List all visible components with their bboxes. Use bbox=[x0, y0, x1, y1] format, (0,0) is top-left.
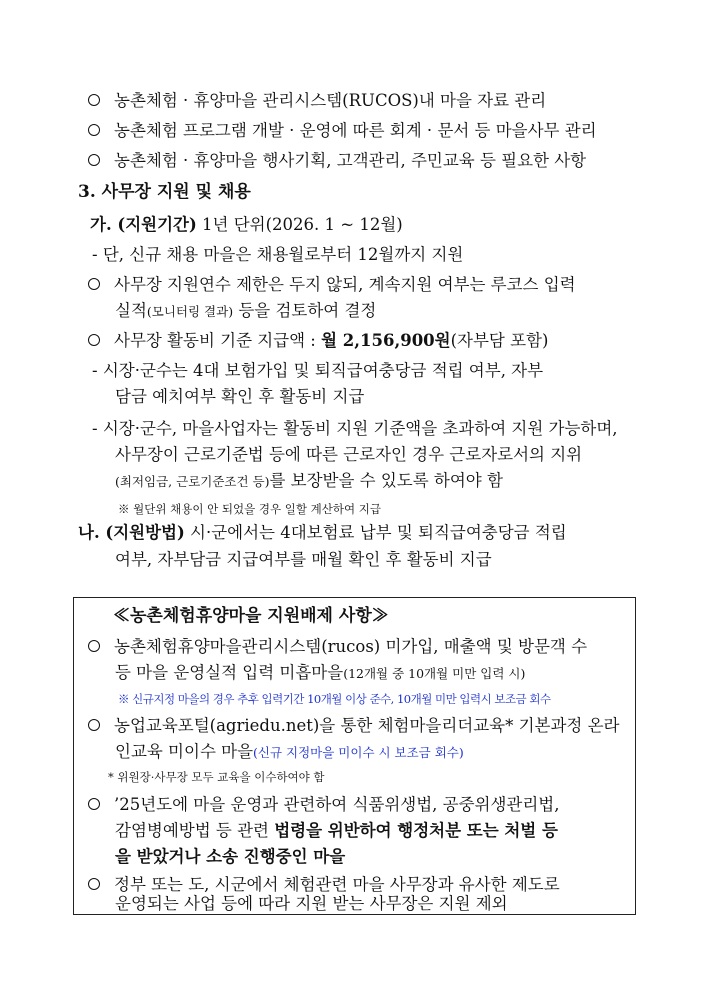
box-bullet-continuation: 감염병예방법 등 관련 법령을 위반하여 행정처분 또는 처벌 등 bbox=[115, 821, 558, 840]
circle-bullet-icon bbox=[88, 278, 100, 290]
dash-item: - 시장·군수는 4대 보험가입 및 퇴직급여충당금 적립 여부, 자부 bbox=[92, 361, 544, 380]
bullet-item: 농촌체험 · 휴양마을 관리시스템(RUCOS)내 마을 자료 관리 bbox=[88, 90, 546, 112]
circle-bullet-icon bbox=[88, 124, 100, 136]
box-note-blue: ※ 신규지정 마을의 경우 추후 입력기간 10개월 이상 준수, 10개월 미만 입력시 보조금 회수 bbox=[118, 692, 551, 706]
circle-bullet-icon bbox=[88, 334, 100, 346]
box-bullet-item: 농업교육포털(agriedu.net)을 통한 체험마을리더교육* 기본과정 온라 bbox=[88, 715, 620, 737]
circle-bullet-icon bbox=[88, 719, 100, 731]
box-title: ≪농촌체험휴양마을 지원배제 사항≫ bbox=[113, 606, 389, 626]
box-bullet-continuation: 을 받았거나 소송 진행중인 마을 bbox=[115, 847, 346, 866]
section-title: 3. 사무장 지원 및 채용 bbox=[78, 182, 251, 202]
box-bullet-continuation: 운영되는 사업 등에 따라 지원 받는 사무장은 지원 제외 bbox=[115, 894, 508, 913]
na-heading: 나. (지원방법) 시·군에서는 4대보험료 납부 및 퇴직급여충당금 적립 bbox=[78, 523, 567, 542]
box-bullet-continuation: 등 마을 운영실적 입력 미흡마을(12개월 중 10개월 미만 입력 시) bbox=[115, 663, 526, 682]
box-bullet-item: ’25년도에 마을 운영과 관련하여 식품위생법, 공중위생관리법, bbox=[88, 794, 560, 816]
na-continuation: 여부, 자부담금 지급여부를 매월 확인 후 활동비 지급 bbox=[115, 550, 492, 569]
box-note: * 위원장·사무장 모두 교육을 이수하여야 함 bbox=[108, 770, 325, 784]
circle-bullet-icon bbox=[88, 154, 100, 166]
bullet-item: 농촌체험 · 휴양마을 행사기획, 고객관리, 주민교육 등 필요한 사항 bbox=[88, 150, 586, 172]
dash-item: - 단, 신규 채용 마을은 채용월로부터 12월까지 지원 bbox=[92, 245, 464, 264]
dash-continuation: 담금 예치여부 확인 후 활동비 지급 bbox=[115, 387, 365, 406]
dash-continuation: (최저임금, 근로기준조건 등)를 보장받을 수 있도록 하여야 함 bbox=[115, 471, 503, 490]
bullet-item: 사무장 지원연수 제한은 두지 않되, 계속지원 여부는 루코스 입력 bbox=[88, 274, 576, 296]
bullet-item: 농촌체험 프로그램 개발 · 운영에 따른 회계 · 문서 등 마을사무 관리 bbox=[88, 120, 597, 142]
dash-item: - 시장·군수, 마을사업자는 활동비 지원 기준액을 초과하여 지원 가능하며, bbox=[92, 419, 618, 438]
box-bullet-item: 정부 또는 도, 시군에서 체험관련 마을 사무장과 유사한 제도로 bbox=[88, 874, 560, 896]
circle-bullet-icon bbox=[88, 878, 100, 890]
bullet-continuation: 실적(모니터링 결과) 등을 검토하여 결정 bbox=[115, 301, 377, 320]
circle-bullet-icon bbox=[88, 798, 100, 810]
circle-bullet-icon bbox=[88, 94, 100, 106]
note: ※ 월단위 채용이 안 되었을 경우 일할 계산하여 지급 bbox=[118, 502, 381, 516]
box-bullet-item: 농촌체험휴양마을관리시스템(rucos) 미가입, 매출액 및 방문객 수 bbox=[88, 636, 587, 658]
circle-bullet-icon bbox=[88, 640, 100, 652]
ga-heading: 가. (지원기간) 1년 단위(2026. 1 ~ 12월) bbox=[90, 215, 403, 234]
dash-continuation: 사무장이 근로기준법 등에 따른 근로자인 경우 근로자로서의 지위 bbox=[115, 445, 583, 464]
bullet-item: 사무장 활동비 기준 지급액 : 월 2,156,900원(자부담 포함) bbox=[88, 330, 548, 352]
box-bullet-continuation: 인교육 미이수 마을(신규 지정마을 미이수 시 보조금 회수) bbox=[115, 742, 464, 761]
